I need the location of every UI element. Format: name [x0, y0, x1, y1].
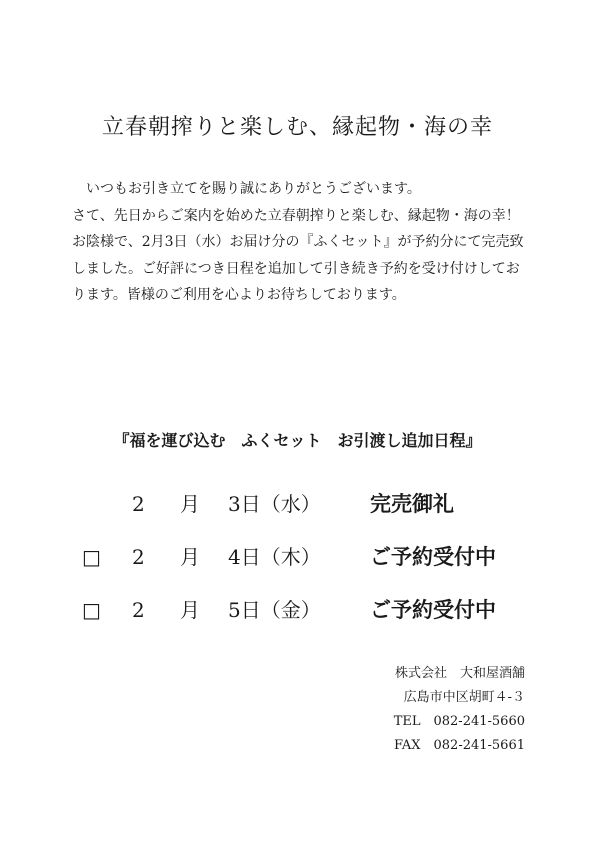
date-month-unit: 月 [180, 492, 200, 516]
date-day: 4日（木） [228, 545, 321, 569]
company-tel: TEL 082-241-5660 [393, 714, 525, 729]
schedule-row [0, 541, 595, 573]
date-day: 5日（金） [228, 598, 321, 622]
intro-text [72, 176, 527, 309]
status-label: ご予約受付中 [370, 544, 496, 569]
company-name: 株式会社 大和屋酒舗 [394, 666, 525, 681]
announcement-paragraph: さて、先日からご案内を始めた立春朝搾りと楽しむ、縁起物・海の幸！お陰様で、2月3日（水）お届け分の『ふくセット』が予約分にて完売致しました。ご好評につき日程を追加して引き続き予約を受け付けしております。皆様のご利用を心よりお待ちしております。 [72, 207, 524, 303]
date-day: 3日（水） [228, 492, 321, 516]
date-month: 2 [132, 492, 145, 516]
schedule-title: 『福を運び込む ふくセット お引渡し追加日程』 [113, 431, 482, 450]
schedule-row [0, 594, 595, 626]
date-month-unit: 月 [180, 598, 200, 622]
checkbox-icon: □ [82, 545, 101, 569]
schedule-row [0, 488, 595, 520]
company-fax: FAX 082-241-5661 [393, 738, 525, 753]
company-info [394, 662, 525, 758]
page-title: 立春朝搾りと楽しむ、縁起物・海の幸 [101, 115, 493, 140]
date-month-unit: 月 [180, 545, 200, 569]
greeting-line: いつもお引き立てを賜り誠にありがとうございます。 [86, 181, 421, 197]
date-month: 2 [132, 598, 145, 622]
date-month: 2 [132, 545, 145, 569]
company-address: 広島市中区胡町４-３ [403, 690, 525, 705]
checkbox-icon: □ [82, 598, 101, 622]
status-label: 完売御礼 [370, 491, 454, 516]
status-label: ご予約受付中 [370, 597, 496, 622]
